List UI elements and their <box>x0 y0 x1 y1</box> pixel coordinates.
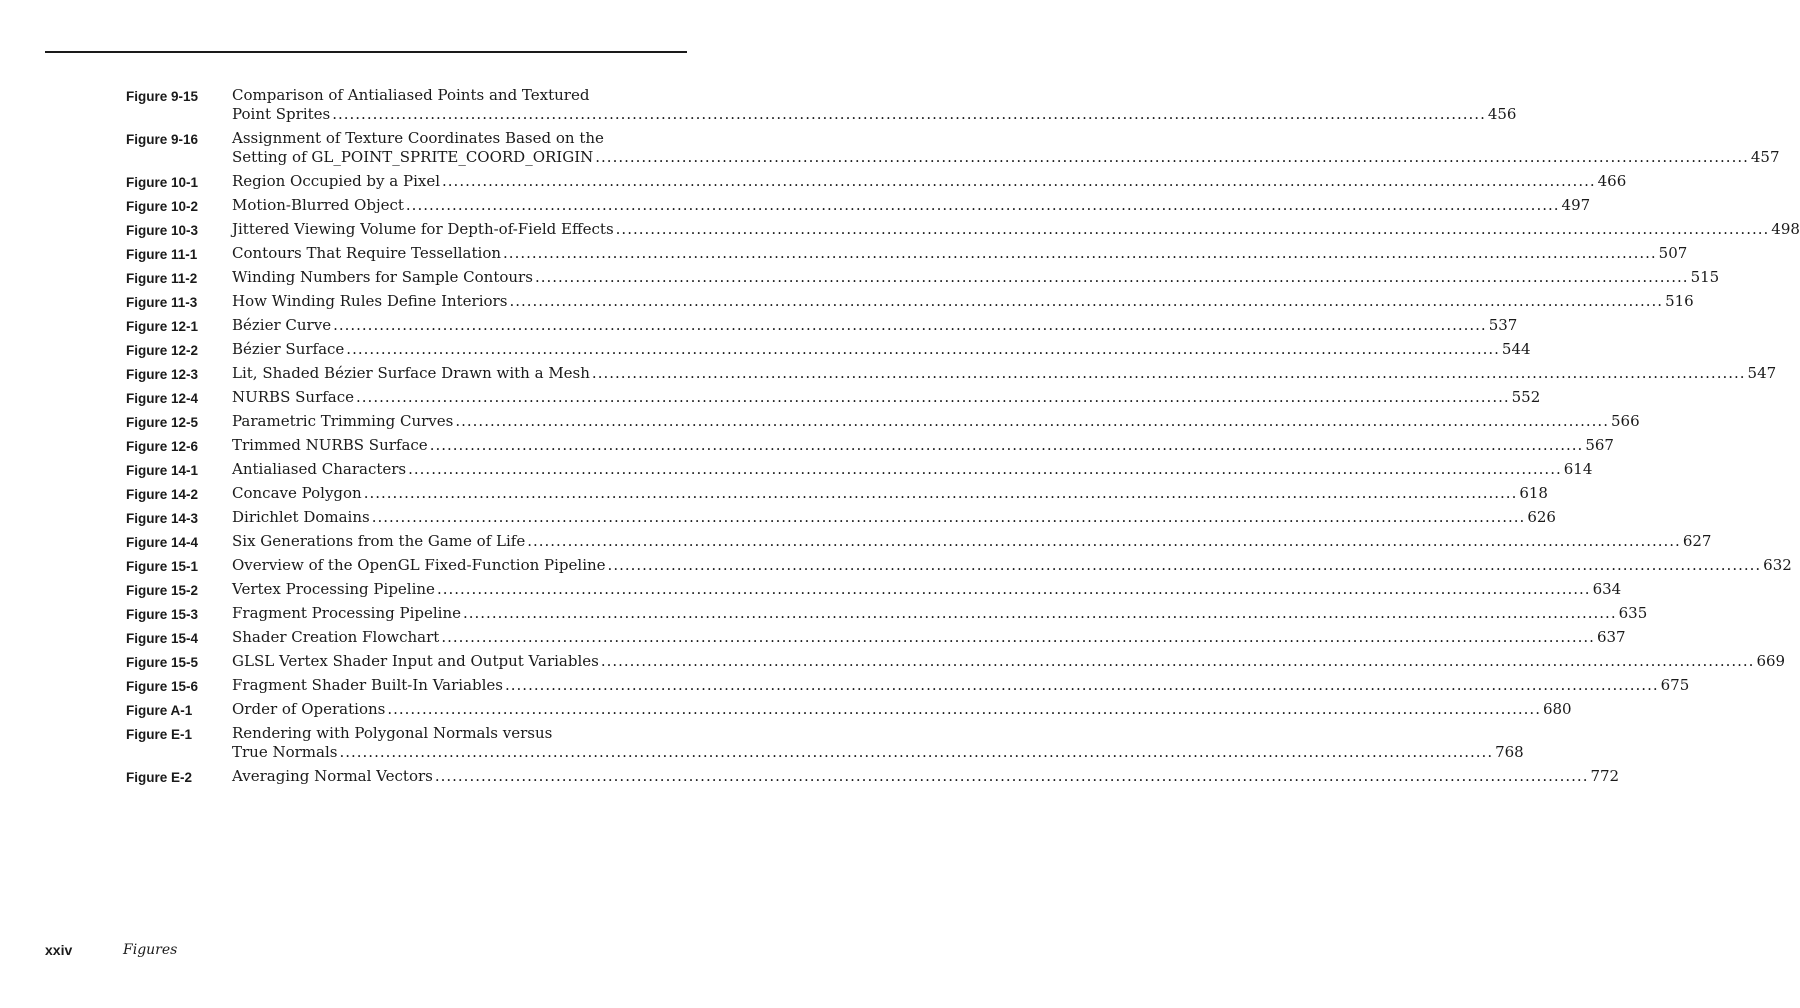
figure-label: Figure 9-16 <box>126 132 199 147</box>
page-number: 566 <box>1610 412 1640 430</box>
figure-title-first-line: Assignment of Texture Coordinates Based on the <box>232 129 604 147</box>
figure-title-line <box>232 340 1531 359</box>
dot-leader: ........................................................................................................................................................................................................ <box>339 743 1494 761</box>
list-item <box>0 244 1688 268</box>
figure-caption <box>232 268 1720 287</box>
figure-title: NURBS Surface <box>232 388 355 406</box>
figure-caption <box>232 220 1800 239</box>
figure-title-line <box>232 676 1690 695</box>
figure-caption <box>232 388 1541 407</box>
list-item <box>0 364 1777 388</box>
figure-caption <box>232 724 1524 762</box>
page-number: 547 <box>1747 364 1777 382</box>
figure-title: Order of Operations <box>232 700 386 718</box>
figure-title: Trimmed NURBS Surface <box>232 436 428 454</box>
figure-label: Figure 15-1 <box>126 559 199 574</box>
list-item <box>0 220 1800 244</box>
figure-caption <box>232 628 1626 647</box>
figure-title: Fragment Processing Pipeline <box>232 604 461 622</box>
dot-leader: ........................................................................................................................................................................................................ <box>429 436 1584 454</box>
footer-section-title: Figures <box>123 942 178 958</box>
figure-title: Jittered Viewing Volume for Depth-of-Field Effects <box>232 220 614 238</box>
page-number: 626 <box>1527 508 1556 526</box>
figure-label: Figure 12-5 <box>126 415 199 430</box>
dot-leader: ........................................................................................................................................................................................................ <box>462 604 1617 622</box>
dot-leader: ........................................................................................................................................................................................................ <box>503 244 1657 262</box>
dot-leader: ........................................................................................................................................................................................................ <box>442 172 1596 190</box>
figure-label: Figure 10-2 <box>126 199 199 214</box>
list-item <box>0 436 1614 460</box>
page-number: 466 <box>1597 172 1627 190</box>
figure-title: Fragment Shader Built-In Variables <box>232 676 503 694</box>
page-number: 772 <box>1590 767 1620 785</box>
figure-title: Setting of GL_POINT_SPRITE_COORD_ORIGIN <box>232 148 594 166</box>
dot-leader: ........................................................................................................................................................................................................ <box>441 628 1595 646</box>
list-item <box>0 460 1593 484</box>
figure-title: Dirichlet Domains <box>232 508 370 526</box>
figure-title: Concave Polygon <box>232 484 362 502</box>
figure-caption <box>232 436 1614 455</box>
figure-title-line <box>232 105 1517 124</box>
list-item <box>0 700 1572 724</box>
figure-label: Figure 14-4 <box>126 535 199 550</box>
figure-label: Figure 15-4 <box>126 631 199 646</box>
dot-leader: ........................................................................................................................................................................................................ <box>527 532 1681 550</box>
page-number: 498 <box>1771 220 1800 238</box>
page-number: 567 <box>1585 436 1614 454</box>
figure-title-line <box>232 508 1556 527</box>
figure-title-line <box>232 172 1627 191</box>
dot-leader: ........................................................................................................................................................................................................ <box>600 652 1755 670</box>
page-number: 680 <box>1542 700 1572 718</box>
list-item <box>0 196 1591 220</box>
list-item <box>0 724 1524 767</box>
figure-title: Overview of the OpenGL Fixed-Function Pipeline <box>232 556 606 574</box>
figure-caption <box>232 604 1648 623</box>
figure-title-line <box>232 244 1688 263</box>
figure-title-first-line: Rendering with Polygonal Normals versus <box>232 724 553 742</box>
figure-caption <box>232 244 1688 263</box>
dot-leader: ........................................................................................................................................................................................................ <box>405 196 1560 214</box>
page-number: 627 <box>1682 532 1712 550</box>
figure-caption <box>232 316 1518 335</box>
figure-label: Figure 12-3 <box>126 367 199 382</box>
page-number: 637 <box>1596 628 1626 646</box>
page-number: 768 <box>1495 743 1524 761</box>
list-item <box>0 86 1517 129</box>
page-number: 456 <box>1487 105 1517 123</box>
figure-title: Averaging Normal Vectors <box>232 767 433 785</box>
dot-leader: ........................................................................................................................................................................................................ <box>505 676 1659 694</box>
figure-title-line <box>232 220 1800 239</box>
list-item <box>0 388 1541 412</box>
figure-label: Figure 15-5 <box>126 655 199 670</box>
dot-leader: ........................................................................................................................................................................................................ <box>436 580 1591 598</box>
figure-title-line <box>232 292 1694 311</box>
list-item <box>0 316 1518 340</box>
figure-label: Figure 9-15 <box>126 89 199 104</box>
figure-title-line <box>232 148 1780 167</box>
figure-label: Figure A-1 <box>126 703 193 718</box>
figure-caption <box>232 340 1531 359</box>
figure-caption <box>232 86 1517 124</box>
figure-label: Figure 11-3 <box>126 295 198 310</box>
list-item <box>0 292 1694 316</box>
dot-leader: ........................................................................................................................................................................................................ <box>387 700 1541 718</box>
figure-label: Figure 11-2 <box>126 271 198 286</box>
dot-leader: ........................................................................................................................................................................................................ <box>455 412 1609 430</box>
figure-title-line <box>232 436 1614 455</box>
figure-title: Lit, Shaded Bézier Surface Drawn with a Mesh <box>232 364 590 382</box>
figure-title-line <box>232 484 1548 503</box>
dot-leader: ........................................................................................................................................................................................................ <box>615 220 1770 238</box>
dot-leader: ........................................................................................................................................................................................................ <box>509 292 1664 310</box>
figure-title: Shader Creation Flowchart <box>232 628 440 646</box>
page-number: 669 <box>1756 652 1786 670</box>
figure-title-line <box>232 460 1593 479</box>
figure-caption <box>232 532 1712 551</box>
figure-title-line <box>232 364 1777 383</box>
figure-label: Figure 15-6 <box>126 679 199 694</box>
header-rule <box>45 51 687 53</box>
figure-label: Figure 15-3 <box>126 607 199 622</box>
dot-leader: ........................................................................................................................................................................................................ <box>595 148 1749 166</box>
list-item <box>0 556 1792 580</box>
figure-title-line <box>232 628 1626 647</box>
figure-title: Point Sprites <box>232 105 331 123</box>
figure-title: Antialiased Characters <box>232 460 407 478</box>
page-number: 675 <box>1660 676 1690 694</box>
figure-title-line <box>232 556 1792 575</box>
figure-title-line <box>232 412 1640 431</box>
figure-title: Six Generations from the Game of Life <box>232 532 526 550</box>
dot-leader: ........................................................................................................................................................................................................ <box>371 508 1526 526</box>
list-item <box>0 628 1626 652</box>
figure-title-line <box>232 268 1720 287</box>
dot-leader: ........................................................................................................................................................................................................ <box>356 388 1510 406</box>
figure-title-line <box>232 604 1648 623</box>
figure-label: Figure 15-2 <box>126 583 199 598</box>
figure-title-line <box>232 196 1591 215</box>
figure-caption <box>232 556 1792 575</box>
list-item <box>0 484 1548 508</box>
figure-title: Vertex Processing Pipeline <box>232 580 435 598</box>
figure-label: Figure 14-2 <box>126 487 199 502</box>
page-number: 634 <box>1592 580 1622 598</box>
figure-label: Figure 12-1 <box>126 319 199 334</box>
figure-title: True Normals <box>232 743 338 761</box>
figure-caption <box>232 484 1548 503</box>
figure-title-line <box>232 532 1712 551</box>
dot-leader: ........................................................................................................................................................................................................ <box>332 105 1486 123</box>
dot-leader: ........................................................................................................................................................................................................ <box>408 460 1562 478</box>
figure-caption <box>232 129 1780 167</box>
dot-leader: ........................................................................................................................................................................................................ <box>434 767 1589 785</box>
figure-title: Bézier Curve <box>232 316 332 334</box>
list-item <box>0 604 1648 628</box>
dot-leader: ........................................................................................................................................................................................................ <box>346 340 1500 358</box>
page-number: 516 <box>1665 292 1694 310</box>
figure-caption <box>232 676 1690 695</box>
figure-title-line <box>232 388 1541 407</box>
list-item <box>0 172 1627 196</box>
figure-caption <box>232 196 1591 215</box>
list-item <box>0 580 1622 604</box>
figure-label: Figure 14-3 <box>126 511 199 526</box>
page-number: 614 <box>1563 460 1593 478</box>
figure-title: Winding Numbers for Sample Contours <box>232 268 533 286</box>
page-number: 507 <box>1658 244 1688 262</box>
figure-title: GLSL Vertex Shader Input and Output Variables <box>232 652 599 670</box>
dot-leader: ........................................................................................................................................................................................................ <box>534 268 1689 286</box>
dot-leader: ........................................................................................................................................................................................................ <box>591 364 1746 382</box>
list-item <box>0 129 1780 172</box>
figure-caption <box>232 460 1593 479</box>
figure-title-line <box>232 652 1786 671</box>
figure-caption <box>232 580 1622 599</box>
page-number: 537 <box>1488 316 1518 334</box>
figure-label: Figure E-1 <box>126 727 193 742</box>
page-number: 618 <box>1519 484 1548 502</box>
page-number: 544 <box>1501 340 1531 358</box>
figure-title: How Winding Rules Define Interiors <box>232 292 508 310</box>
list-item <box>0 532 1712 556</box>
page-number: 635 <box>1618 604 1648 622</box>
figure-title: Motion-Blurred Object <box>232 196 404 214</box>
figure-list <box>0 86 1800 791</box>
page-number: 552 <box>1511 388 1541 406</box>
page-number: 515 <box>1690 268 1720 286</box>
figure-title: Bézier Surface <box>232 340 345 358</box>
figure-label: Figure 12-4 <box>126 391 199 406</box>
page-number: 457 <box>1750 148 1780 166</box>
figure-title-first-line: Comparison of Antialiased Points and Textured <box>232 86 590 104</box>
figure-title: Contours That Require Tessellation <box>232 244 502 262</box>
figure-title: Parametric Trimming Curves <box>232 412 454 430</box>
list-item <box>0 676 1690 700</box>
list-item <box>0 767 1620 791</box>
figure-title-line <box>232 700 1572 719</box>
figure-label: Figure 12-6 <box>126 439 199 454</box>
figure-label: Figure 12-2 <box>126 343 199 358</box>
figure-title-line <box>232 316 1518 335</box>
dot-leader: ........................................................................................................................................................................................................ <box>333 316 1487 334</box>
list-item <box>0 268 1720 292</box>
figure-label: Figure E-2 <box>126 770 193 785</box>
page-number: 632 <box>1763 556 1792 574</box>
figure-title-line <box>232 580 1622 599</box>
figure-title: Region Occupied by a Pixel <box>232 172 441 190</box>
figure-caption <box>232 364 1777 383</box>
figure-caption <box>232 412 1640 431</box>
figure-label: Figure 14-1 <box>126 463 199 478</box>
figure-label: Figure 10-1 <box>126 175 199 190</box>
figure-label: Figure 10-3 <box>126 223 199 238</box>
footer-page-number: xxiv <box>45 942 73 958</box>
page-number: 497 <box>1561 196 1591 214</box>
figure-caption <box>232 292 1694 311</box>
list-item <box>0 412 1640 436</box>
list-item <box>0 652 1786 676</box>
figure-caption <box>232 652 1786 671</box>
list-item <box>0 340 1531 364</box>
figure-caption <box>232 700 1572 719</box>
list-item <box>0 508 1556 532</box>
dot-leader: ........................................................................................................................................................................................................ <box>363 484 1518 502</box>
dot-leader: ........................................................................................................................................................................................................ <box>607 556 1762 574</box>
figure-title-line <box>232 767 1620 786</box>
figure-caption <box>232 508 1556 527</box>
figure-caption <box>232 767 1620 786</box>
figure-title-line <box>232 743 1524 762</box>
figure-label: Figure 11-1 <box>126 247 198 262</box>
figure-caption <box>232 172 1627 191</box>
